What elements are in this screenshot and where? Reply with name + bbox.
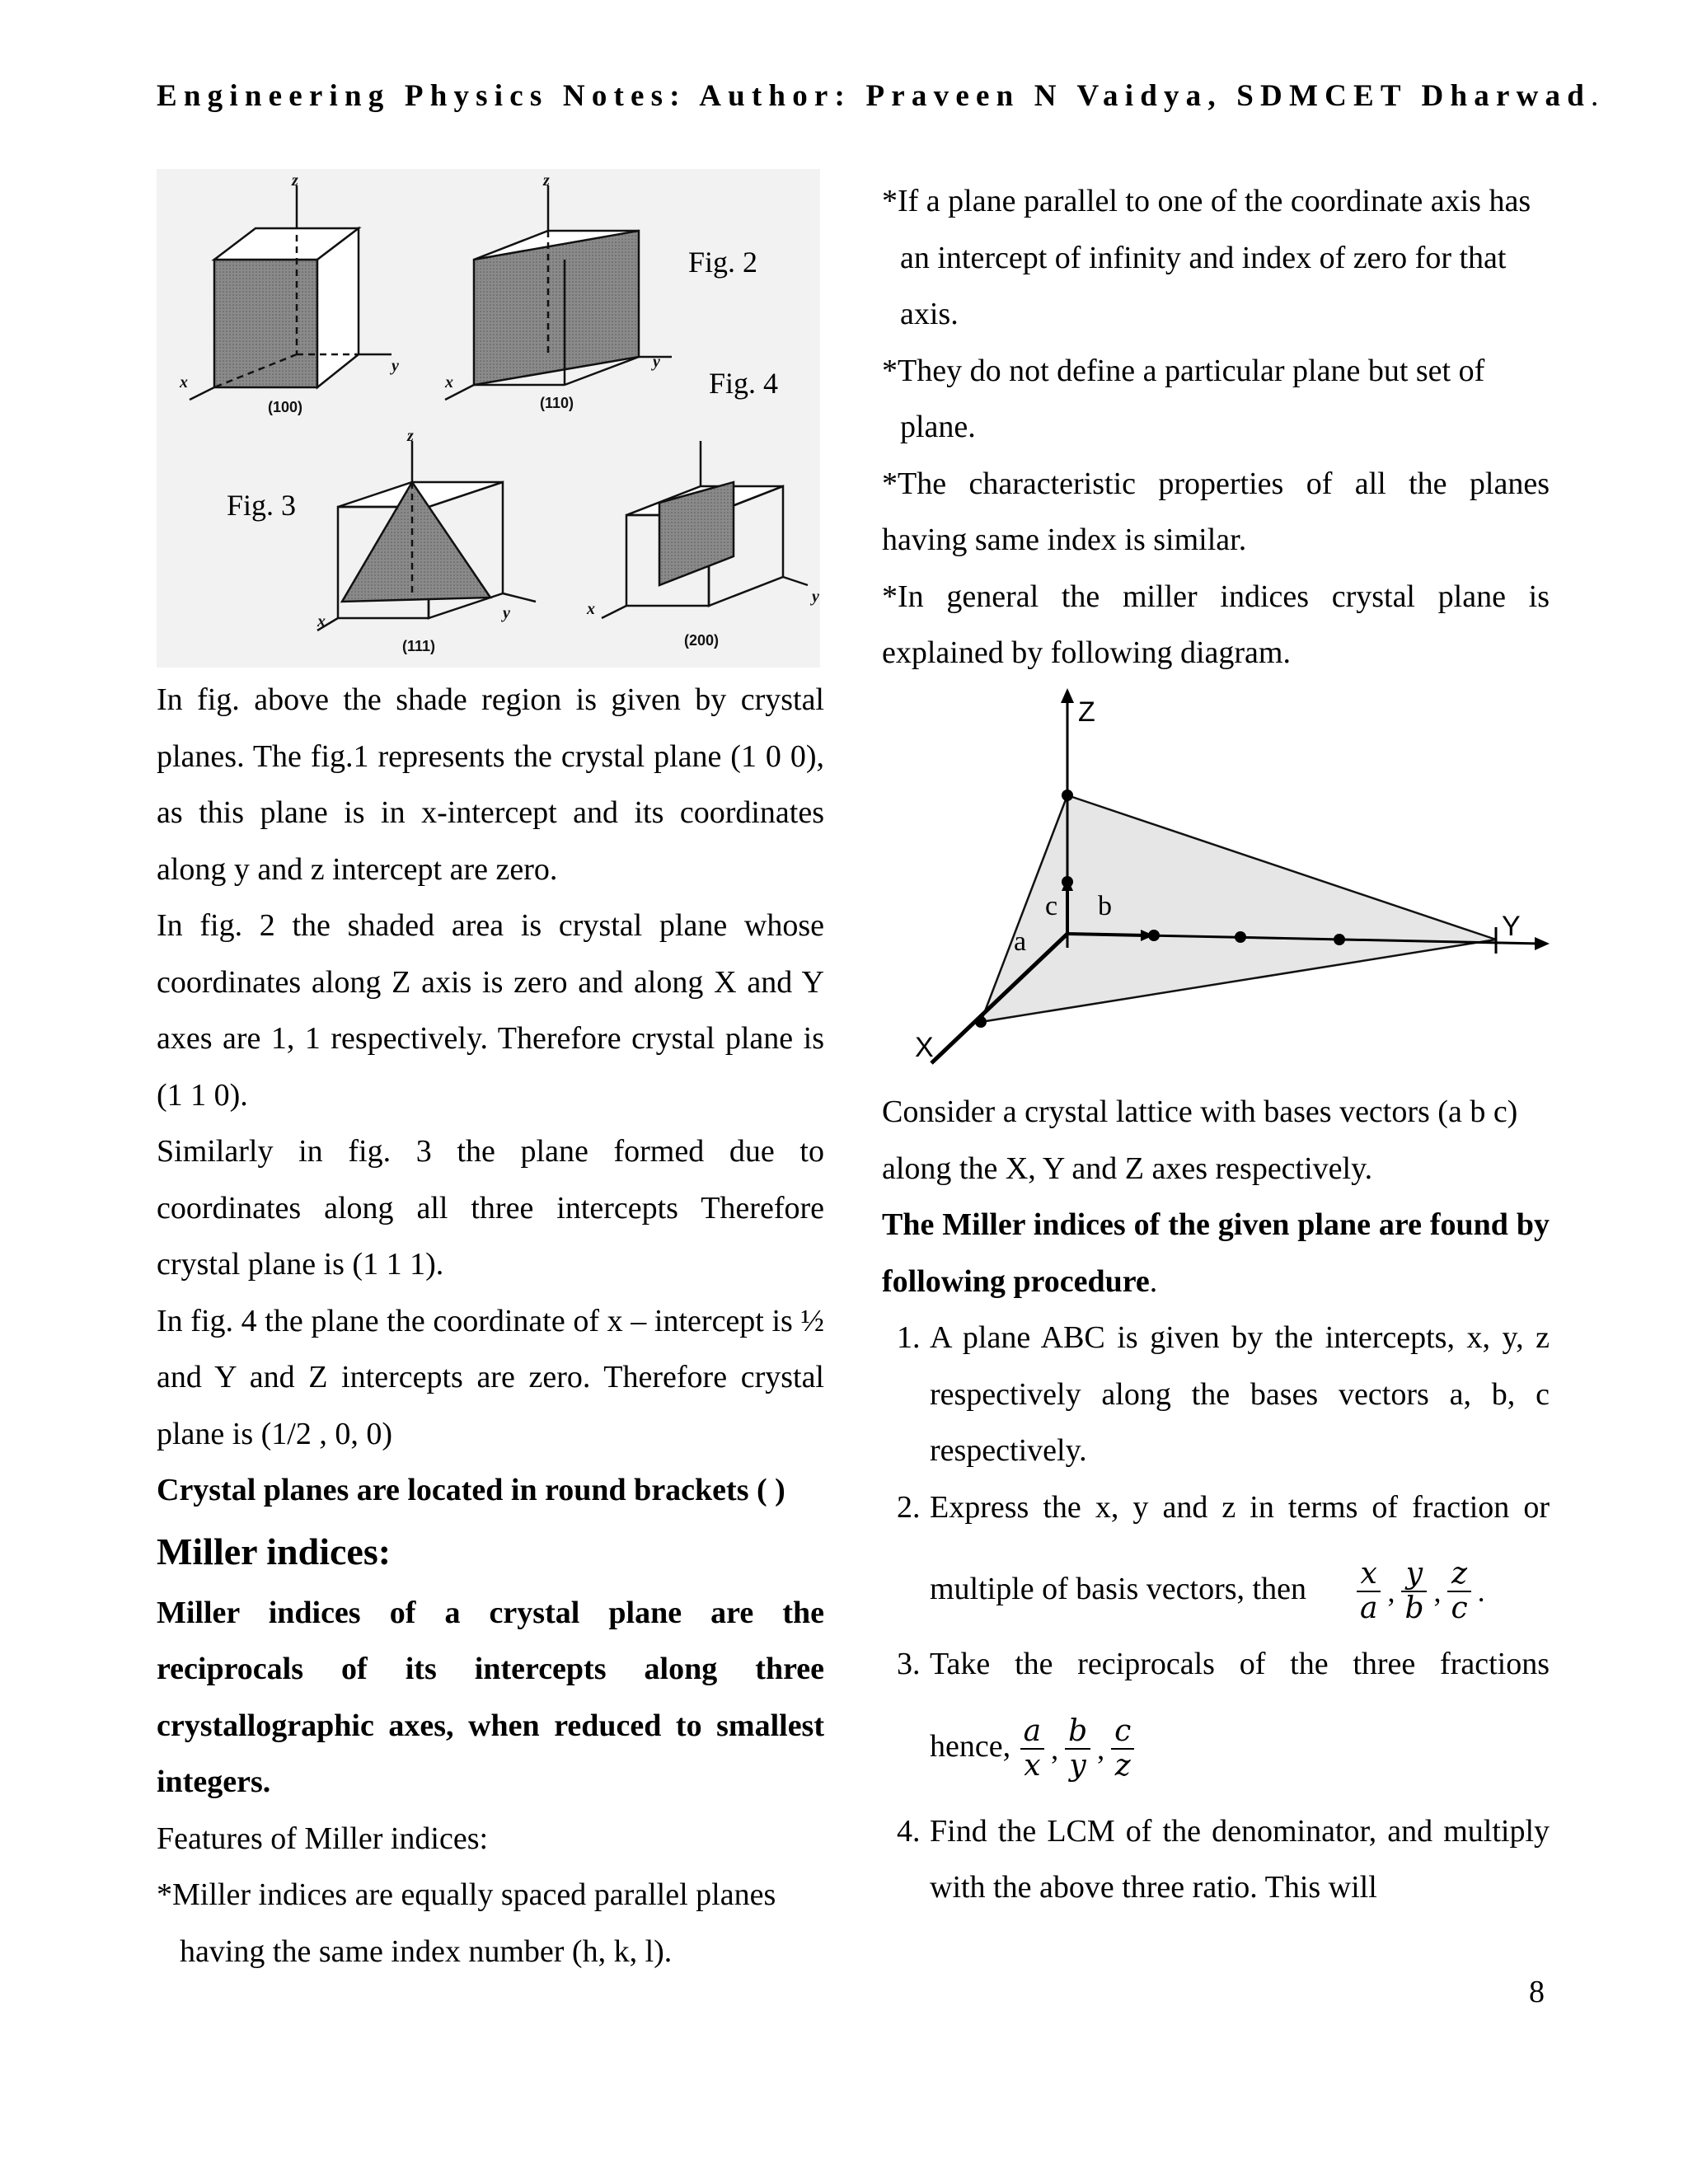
page-number: 8 [1529, 1975, 1545, 2009]
paragraph-fig3: Similarly in fig. 3 the plane formed due to coordinates along all three intercepts Therefore crystal plane is (1 1 1). [157, 1134, 824, 1282]
fraction: $\frac{c}{z}$ [1111, 1715, 1134, 1783]
step-2: 2. Express the x, y and z in terms of fraction or multiple of basis vectors, then $\frac{x}{a}$ , $\frac{y}{b}$ , $\frac{z}{c}$ . [897, 1489, 1550, 1626]
svg-text:y: y [812, 588, 819, 606]
cube-label: (100) [268, 399, 303, 415]
svg-text:x: x [180, 373, 188, 391]
paragraph-fig1: In fig. above the shade region is given by crystal planes. The fig.1 represents the crystal plane (1 0 0), as this plane is in x-intercept and its coordinates along y and z intercept are zero. [157, 682, 824, 887]
feature-2: *If a plane parallel to one of the coordinate axis has an intercept of infinity and index of zero for that axis. [882, 184, 1531, 331]
z-axis-label: Z [1078, 696, 1095, 728]
fraction: $\frac{b}{y}$ [1065, 1715, 1090, 1783]
right-column-bottom [882, 1084, 1550, 1916]
feature-1: *Miller indices are equally spaced parallel planes having the same index number (h, k, l). [157, 1877, 776, 1969]
svg-text:y: y [503, 604, 510, 622]
svg-text:x: x [317, 612, 326, 630]
left-column [157, 672, 824, 1980]
a-label: a [1014, 926, 1027, 957]
b-label: b [1098, 891, 1112, 921]
feature-5: *In general the miller indices crystal plane is explained by following diagram. [882, 579, 1550, 670]
right-column-top [882, 173, 1550, 682]
miller-plane-diagram [882, 688, 1574, 1067]
svg-text:z: z [407, 427, 414, 445]
procedure-heading: The Miller indices of the given plane are found by following procedure. [882, 1207, 1550, 1299]
cube-label: (110) [540, 395, 574, 411]
cube-label: (200) [684, 632, 720, 649]
svg-text:x: x [445, 373, 453, 391]
c-label: c [1045, 891, 1058, 921]
miller-definition: Miller indices of a crystal plane are the reciprocals of its intercepts along three crystallographic axes, when reduced to smallest integers. [157, 1595, 824, 1799]
fraction: $\frac{y}{b}$ [1401, 1558, 1427, 1625]
consider-paragraph: Consider a crystal lattice with bases vectors (a b c) along the X, Y and Z axes respectively. [882, 1094, 1518, 1186]
fraction: $\frac{a}{x}$ [1020, 1715, 1044, 1783]
y-axis-label: Y [1502, 911, 1521, 942]
fig2-caption: Fig. 2 [688, 246, 758, 279]
paragraph-fig4: In fig. 4 the plane the coordinate of x – intercept is ½ and Y and Z intercepts are zero. Therefore crystal plane is (1/2 , 0, 0) [157, 1303, 824, 1451]
x-axis-label: X [915, 1032, 934, 1063]
cube-label: (111) [402, 638, 436, 654]
fig3-caption: Fig. 3 [227, 489, 297, 522]
step-4: 4. Find the LCM of the denominator, and multiply with the above three ratio. This will [897, 1813, 1550, 1905]
bold-note: Crystal planes are located in round brackets ( ) [157, 1473, 785, 1507]
page-header: Engineering Physics Notes: Author: Praveen N Vaidya, SDMCET Dharwad. [157, 79, 1599, 113]
svg-text:z: z [292, 171, 298, 190]
fraction: $\frac{x}{a}$ [1357, 1558, 1381, 1625]
feature-4: *The characteristic properties of all the planes having same index is similar. [882, 466, 1550, 557]
svg-text:y: y [392, 357, 399, 375]
svg-text:z: z [543, 171, 550, 190]
feature-3: *They do not define a particular plane but set of plane. [882, 353, 1485, 444]
fig4-caption: Fig. 4 [709, 367, 779, 400]
svg-text:y: y [653, 353, 660, 371]
step-1: 1. A plane ABC is given by the intercepts, x, y, z respectively along the bases vectors a, b, c respectively. [897, 1320, 1550, 1468]
miller-heading: Miller indices: [157, 1530, 392, 1572]
svg-text:x: x [587, 600, 595, 618]
fraction: $\frac{z}{c}$ [1447, 1558, 1470, 1625]
step-3: 3. Take the reciprocals of the three fractions hence, $\frac{a}{x}$ , $\frac{b}{y}$ , $\frac{c}{z}$ [897, 1647, 1550, 1783]
crystal-planes-figure [157, 169, 820, 668]
features-title: Features of Miller indices: [157, 1821, 489, 1856]
paragraph-fig2: In fig. 2 the shaded area is crystal plane whose coordinates along Z axis is zero and along X and Y axes are 1, 1 respectively. Therefore crystal plane is (1 1 0). [157, 908, 824, 1113]
